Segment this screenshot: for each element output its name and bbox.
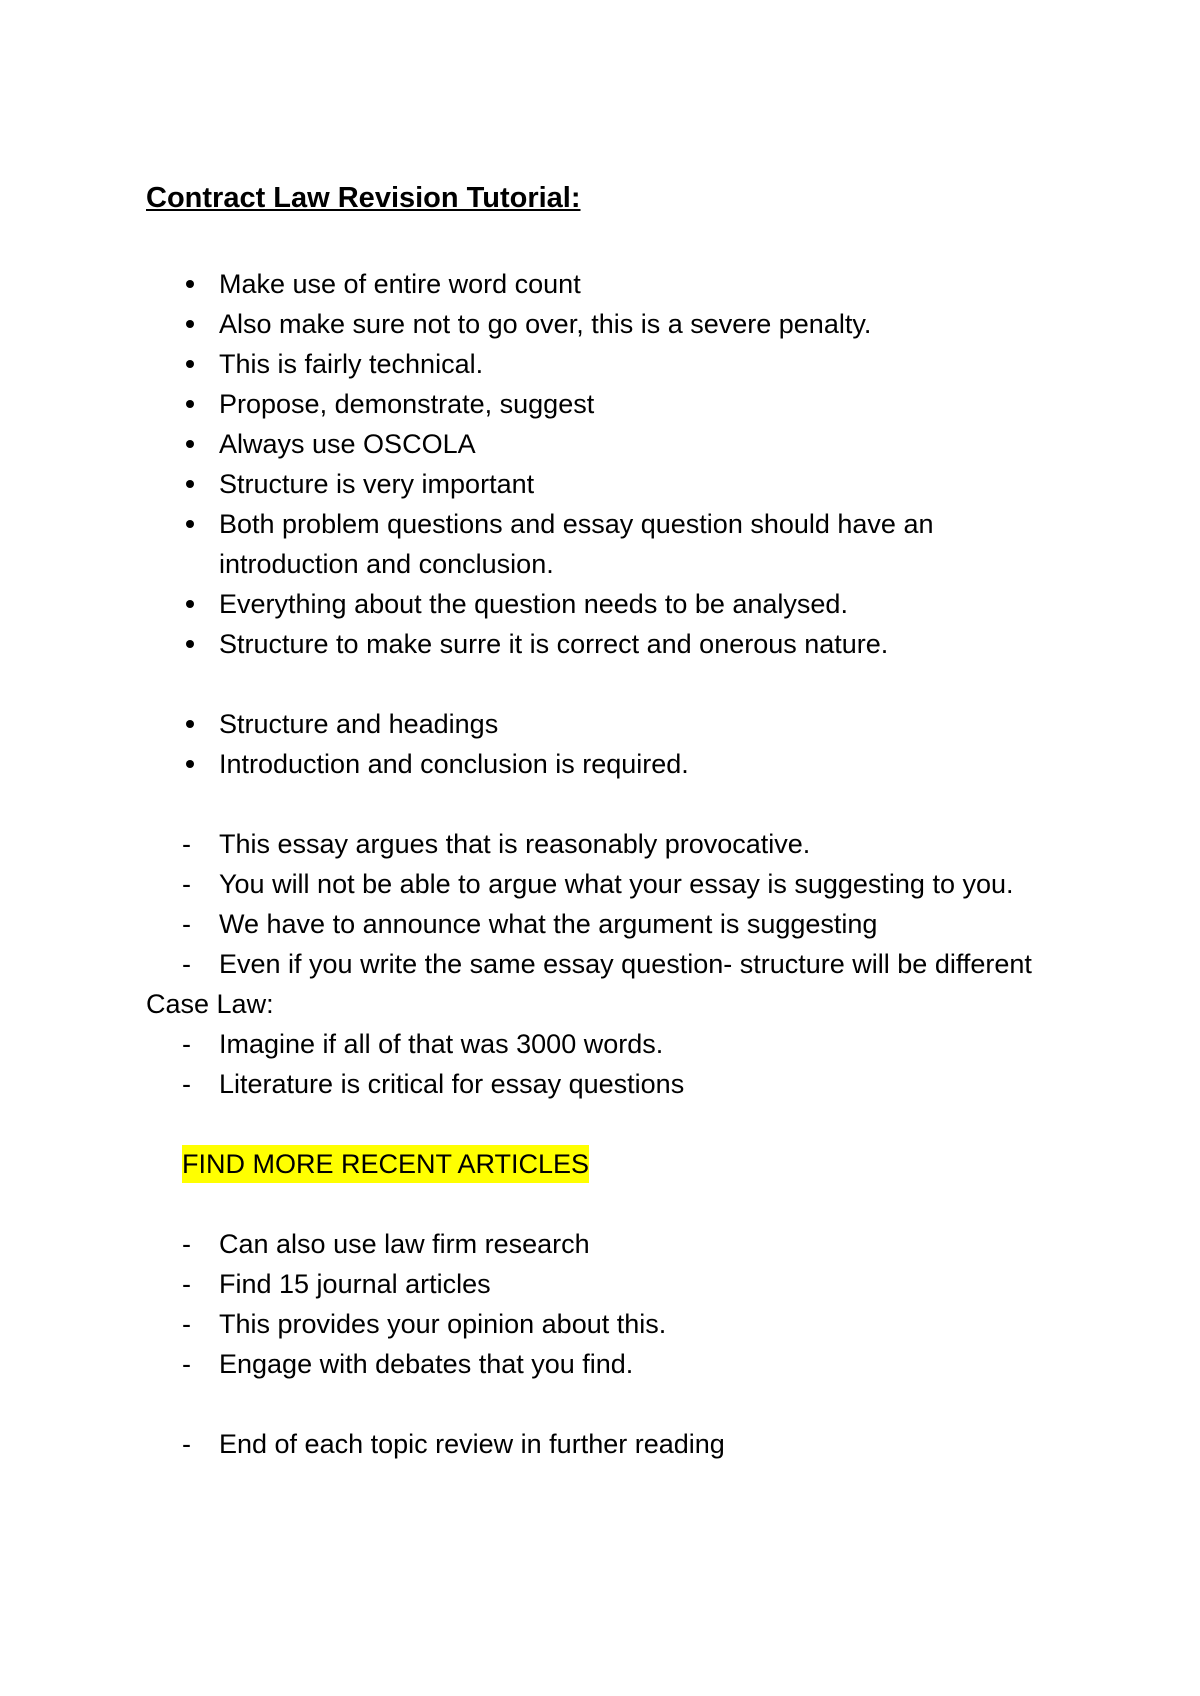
- dash-marker: -: [182, 1429, 191, 1459]
- spacer: [146, 784, 1046, 824]
- dash-marker: -: [182, 1309, 191, 1339]
- dash-marker: -: [182, 949, 191, 979]
- list-item: - We have to announce what the argument is suggesting: [146, 904, 1046, 944]
- list-item: Also make sure not to go over, this is a severe penalty.: [146, 304, 1046, 344]
- document-body: [146, 178, 1046, 1464]
- bullet-icon: [186, 640, 194, 648]
- bullet-icon: [186, 280, 194, 288]
- list-item: Make use of entire word count: [146, 264, 1046, 304]
- bullet-icon: [186, 320, 194, 328]
- spacer: [146, 1384, 1046, 1424]
- list-item: Structure and headings: [146, 704, 1046, 744]
- list-item: - Can also use law firm research: [146, 1224, 1046, 1264]
- list-item: - You will not be able to argue what your essay is suggesting to you.: [146, 864, 1046, 904]
- list-item: - Engage with debates that you find.: [146, 1344, 1046, 1384]
- list-item: - Even if you write the same essay question- structure will be different: [146, 944, 1046, 984]
- list-item: Both problem questions and essay question should have an introduction and conclusion.: [146, 504, 1046, 584]
- bullet-list-1: [146, 264, 1046, 664]
- bullet-icon: [186, 520, 194, 528]
- list-item: - This essay argues that is reasonably provocative.: [146, 824, 1046, 864]
- list-item: - End of each topic review in further reading: [146, 1424, 1046, 1464]
- dash-marker: -: [182, 1029, 191, 1059]
- dash-marker: -: [182, 1069, 191, 1099]
- dash-marker: -: [182, 829, 191, 859]
- list-item: Structure to make surre it is correct and onerous nature.: [146, 624, 1046, 664]
- list-item: Introduction and conclusion is required.: [146, 744, 1046, 784]
- document-title: Contract Law Revision Tutorial:: [146, 182, 581, 214]
- highlighted-text: FIND MORE RECENT ARTICLES: [182, 1145, 589, 1183]
- list-item: - Imagine if all of that was 3000 words.: [146, 1024, 1046, 1064]
- dash-list-4: [146, 1424, 1046, 1464]
- spacer: [146, 664, 1046, 704]
- bullet-icon: [186, 720, 194, 728]
- list-item: - This provides your opinion about this.: [146, 1304, 1046, 1344]
- bullet-list-2: [146, 704, 1046, 784]
- spacer: [146, 1184, 1046, 1224]
- dash-list-2: [146, 1024, 1046, 1104]
- list-item: Structure is very important: [146, 464, 1046, 504]
- list-item: This is fairly technical.: [146, 344, 1046, 384]
- bullet-icon: [186, 480, 194, 488]
- dash-marker: -: [182, 1269, 191, 1299]
- bullet-icon: [186, 760, 194, 768]
- case-law-label: Case Law:: [146, 989, 274, 1019]
- list-item: - Literature is critical for essay questions: [146, 1064, 1046, 1104]
- highlight-line: [146, 1144, 1046, 1184]
- list-item: Propose, demonstrate, suggest: [146, 384, 1046, 424]
- dash-marker: -: [182, 909, 191, 939]
- bullet-icon: [186, 360, 194, 368]
- dash-marker: -: [182, 1229, 191, 1259]
- list-item: Always use OSCOLA: [146, 424, 1046, 464]
- list-item: - Find 15 journal articles: [146, 1264, 1046, 1304]
- spacer: [146, 1104, 1046, 1144]
- bullet-icon: [186, 600, 194, 608]
- dash-list-1: [146, 824, 1046, 984]
- dash-marker: -: [182, 869, 191, 899]
- bullet-icon: [186, 400, 194, 408]
- bullet-icon: [186, 440, 194, 448]
- dash-list-3: [146, 1224, 1046, 1384]
- list-item: Everything about the question needs to be analysed.: [146, 584, 1046, 624]
- dash-marker: -: [182, 1349, 191, 1379]
